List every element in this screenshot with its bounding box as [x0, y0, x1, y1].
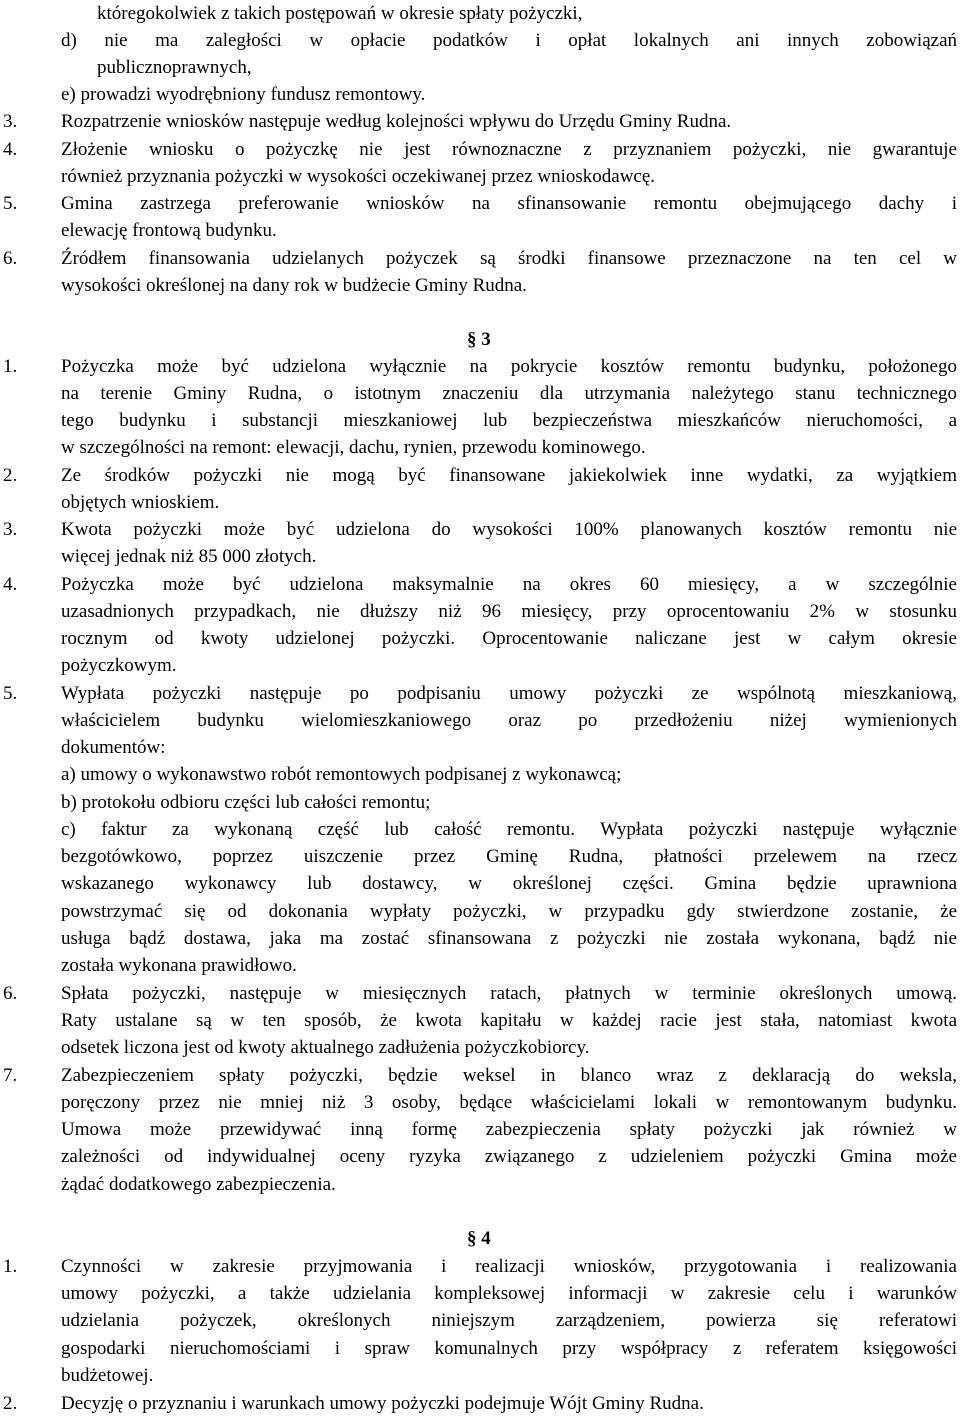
paragraph-line: dokumentów:: [61, 737, 166, 758]
paragraph-line: a) umowy o wykonawstwo robót remontowych podpisanej z wykonawcą;: [61, 764, 622, 785]
paragraph-line: Czynności w zakresie przyjmowania i realizacji wniosków, przygotowania i realizowania: [61, 1256, 957, 1277]
paragraph-line: e) prowadzi wyodrębniony fundusz remontowy.: [61, 84, 426, 105]
paragraph-line: również przyznania pożyczki w wysokości oczekiwanej przez wnioskodawcę.: [61, 166, 656, 187]
item-number: 2.: [3, 465, 18, 486]
paragraph-line: Gmina zastrzega preferowanie wniosków na sfinansowanie remontu obejmującego dachy i: [61, 193, 957, 214]
item-number: 3.: [3, 111, 18, 132]
paragraph-line: zależności od indywidualnej oceny ryzyka związanego z udzieleniem pożyczki Gmina może: [61, 1146, 957, 1167]
paragraph-line: Umowa może przewidywać inną formę zabezpieczenia spłaty pożyczki jak również w: [61, 1119, 957, 1140]
paragraph-line: udzielania pożyczek, określonych niniejszym zarządzeniem, powierza się referatowi: [61, 1310, 957, 1331]
item-number: 4.: [3, 139, 18, 160]
item-number: 6.: [3, 248, 18, 269]
paragraph-line: umowy pożyczki, a także udzielania kompleksowej informacji w zakresie celu i warunków: [61, 1283, 957, 1304]
item-number: 3.: [3, 519, 18, 540]
section-heading: § 3: [467, 329, 491, 350]
section-heading: § 4: [467, 1228, 491, 1249]
paragraph-line: powstrzymać się od dokonania wypłaty pożyczki, w przypadku gdy stwierdzone zostanie, że: [61, 901, 957, 922]
item-number: 5.: [3, 193, 18, 214]
paragraph-line: odsetek liczona jest od kwoty aktualnego zadłużenia pożyczkobiorcy.: [61, 1037, 590, 1058]
paragraph-line: Źródłem finansowania udzielanych pożyczek są środki finansowe przeznaczone na ten cel w: [61, 248, 957, 269]
paragraph-line: Spłata pożyczki, następuje w miesięcznych ratach, płatnych w terminie określonych umową.: [61, 983, 957, 1004]
paragraph-line: właścicielem budynku wielomieszkaniowego oraz po przedłożeniu niżej wymienionych: [61, 710, 957, 731]
paragraph-line: gospodarki nieruchomościami i spraw komunalnych przy współpracy z referatem księgowości: [61, 1338, 957, 1359]
paragraph-line: Zabezpieczeniem spłaty pożyczki, będzie weksel in blanco wraz z deklaracją do weksla,: [61, 1065, 957, 1086]
paragraph-line: żądać dodatkowego zabezpieczenia.: [61, 1174, 336, 1195]
paragraph-line: d) nie ma zaległości w opłacie podatków i opłat lokalnych ani innych zobowiązań: [61, 30, 957, 51]
paragraph-line: c) faktur za wykonaną część lub całość remontu. Wypłata pożyczki następuje wyłącznie: [61, 819, 957, 840]
paragraph-line: b) protokołu odbioru części lub całości remontu;: [61, 792, 431, 813]
paragraph-line: wskazanego wykonawcy lub dostawcy, w określonej części. Gmina będzie uprawniona: [61, 873, 957, 894]
paragraph-line: uzasadnionych przypadkach, nie dłuższy niż 96 miesięcy, przy oprocentowaniu 2% w stosunku: [61, 601, 957, 622]
paragraph-line: w szczególności na remont: elewacji, dachu, rynien, przewodu kominowego.: [61, 437, 646, 458]
paragraph-line: została wykonana prawidłowo.: [61, 955, 297, 976]
item-number: 2.: [3, 1393, 18, 1414]
item-number: 4.: [3, 574, 18, 595]
paragraph-line: budżetowej.: [61, 1365, 154, 1386]
paragraph-line: Ze środków pożyczki nie mogą być finansowane jakiekolwiek inne wydatki, za wyjątkiem: [61, 465, 957, 486]
paragraph-line: usługa bądź dostawa, jaka ma zostać sfinansowana z pożyczki nie została wykonana, bądź nie: [61, 928, 957, 949]
paragraph-line: publicznoprawnych,: [97, 57, 252, 78]
paragraph-line: Rozpatrzenie wniosków następuje według kolejności wpływu do Urzędu Gminy Rudna.: [61, 111, 732, 132]
item-number: 1.: [3, 356, 18, 377]
paragraph-line: wysokości określonej na dany rok w budżecie Gminy Rudna.: [61, 275, 527, 296]
paragraph-line: elewację frontową budynku.: [61, 220, 277, 241]
paragraph-line: objętych wnioskiem.: [61, 492, 220, 513]
paragraph-line: poręczony przez nie mniej niż 3 osoby, będące właścicielami lokali w remontowanym budynku.: [61, 1092, 957, 1113]
paragraph-line: Złożenie wniosku o pożyczkę nie jest równoznaczne z przyznaniem pożyczki, nie gwarantuje: [61, 139, 957, 160]
paragraph-line: Pożyczka może być udzielona wyłącznie na pokrycie kosztów remontu budynku, położonego: [61, 356, 957, 377]
item-number: 5.: [3, 683, 18, 704]
paragraph-line: bezgotówkowo, poprzez uiszczenie przez Gminę Rudna, płatności przelewem na rzecz: [61, 846, 957, 867]
paragraph-line: na terenie Gminy Rudna, o istotnym znaczeniu dla utrzymania należytego stanu technicznego: [61, 383, 957, 404]
item-number: 1.: [3, 1256, 18, 1277]
paragraph-line: Raty ustalane są w ten sposób, że kwota kapitału w każdej racie jest stała, natomiast kwota: [61, 1010, 957, 1031]
paragraph-line: więcej jednak niż 85 000 złotych.: [61, 546, 317, 567]
paragraph-line: któregokolwiek z takich postępowań w okresie spłaty pożyczki,: [97, 3, 583, 24]
paragraph-line: Decyzję o przyznaniu i warunkach umowy pożyczki podejmuje Wójt Gminy Rudna.: [61, 1393, 704, 1414]
item-number: 6.: [3, 983, 18, 1004]
paragraph-line: pożyczkowym.: [61, 655, 177, 676]
paragraph-line: tego budynku i substancji mieszkaniowej lub bezpieczeństwa mieszkańców nieruchomości, a: [61, 410, 957, 431]
paragraph-line: Kwota pożyczki może być udzielona do wysokości 100% planowanych kosztów remontu nie: [61, 519, 957, 540]
paragraph-line: Wypłata pożyczki następuje po podpisaniu umowy pożyczki ze wspólnotą mieszkaniową,: [61, 683, 957, 704]
paragraph-line: Pożyczka może być udzielona maksymalnie na okres 60 miesięcy, a w szczególnie: [61, 574, 957, 595]
item-number: 7.: [3, 1065, 18, 1086]
paragraph-line: rocznym od kwoty udzielonej pożyczki. Oprocentowanie naliczane jest w całym okresie: [61, 628, 957, 649]
